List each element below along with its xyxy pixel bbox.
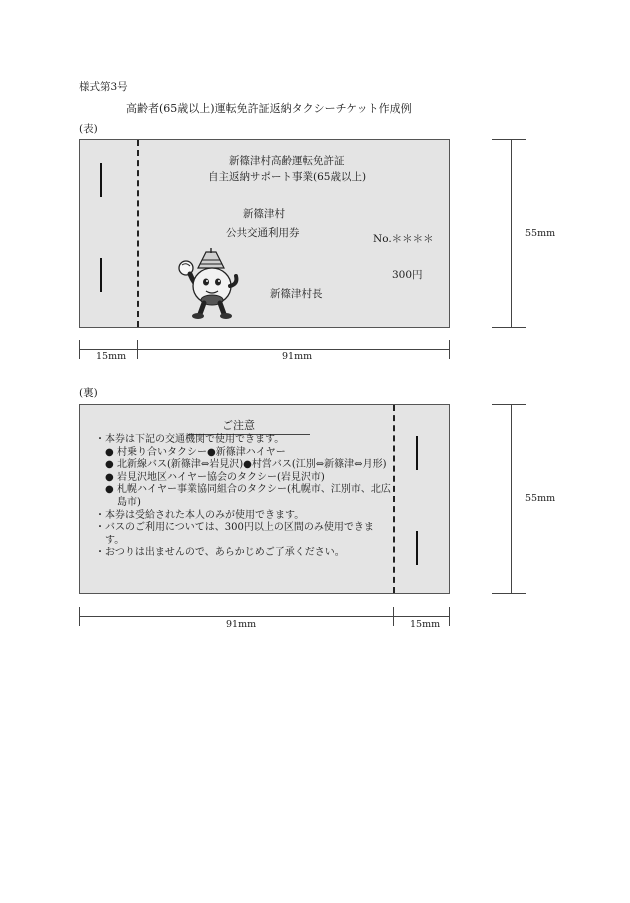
stub-mark-top <box>100 163 102 197</box>
transport-item: ● 村乗り合いタクシー●新篠津ハイヤー <box>105 446 286 458</box>
transport-item: ● 岩見沢地区ハイヤー協会のタクシー(岩見沢市) <box>105 471 325 483</box>
main-width-label-front: 91mm <box>282 351 313 362</box>
ticket-issuer: 新篠津村長 <box>270 288 323 300</box>
stub-mark-bottom <box>100 258 102 292</box>
notice-item: ・ おつりは出ませんので、あらかじめご了承ください。 <box>95 547 345 559</box>
height-dimension-line-front <box>511 139 512 328</box>
notice-heading: ご注意 <box>222 419 255 432</box>
main-width-label-back: 91mm <box>226 619 257 630</box>
height-label-front: 55mm <box>525 228 556 239</box>
form-label: 様式第3号 <box>79 81 128 93</box>
notice-item: ・ 本券は受給された本人のみが使用できます。 <box>95 509 305 521</box>
stub-width-label-back: 15mm <box>410 619 441 630</box>
dimension-tick <box>79 607 80 626</box>
ticket-number: No.＊＊＊＊ <box>373 233 434 245</box>
front-ticket-name: 公共交通利用券 <box>226 227 300 239</box>
dimension-tick <box>492 139 526 140</box>
dimension-tick <box>137 340 138 359</box>
transport-item: ● 札幌ハイヤー事業協同組合のタクシー(札幌市、江別市、北広島市) <box>105 484 391 508</box>
dimension-tick <box>449 340 450 359</box>
transport-item: ● 北新線バス(新篠津⇔岩見沢)●村営バス(江別⇔新篠津⇔月形) <box>105 459 387 471</box>
height-label-back: 55mm <box>525 493 556 504</box>
dimension-tick <box>492 404 526 405</box>
front-village: 新篠津村 <box>243 208 285 220</box>
stub-mark-bottom-back <box>416 531 418 565</box>
notice-item: ・ 本券は下記の交通機関で使用できます。 <box>95 434 285 445</box>
dimension-tick <box>449 607 450 626</box>
document-title: 高齢者(65歳以上)運転免許証返納タクシーチケット作成例 <box>126 102 412 115</box>
back-label: (裏) <box>79 387 98 399</box>
width-dimension-line-back <box>79 616 450 617</box>
perforation-line-front <box>137 140 139 327</box>
stub-width-label-front: 15mm <box>96 351 127 362</box>
notice-list <box>95 434 393 560</box>
perforation-line-back <box>393 405 395 593</box>
dimension-tick <box>79 340 80 359</box>
front-line1: 新篠津村高齢運転免許証 <box>229 155 345 167</box>
width-dimension-line-front <box>79 349 450 350</box>
dimension-tick <box>492 327 526 328</box>
mascot-icon <box>176 248 242 320</box>
front-line2: 自主返納サポート事業(65歳以上) <box>208 171 367 183</box>
front-label: (表) <box>79 123 98 135</box>
stub-mark-top-back <box>416 436 418 470</box>
notice-item: ・ バスのご利用については、300円以上の区間のみ使用できます。 <box>95 522 374 546</box>
height-dimension-line-back <box>511 404 512 594</box>
ticket-amount: 300円 <box>392 269 423 281</box>
dimension-tick <box>492 593 526 594</box>
dimension-tick <box>393 607 394 626</box>
